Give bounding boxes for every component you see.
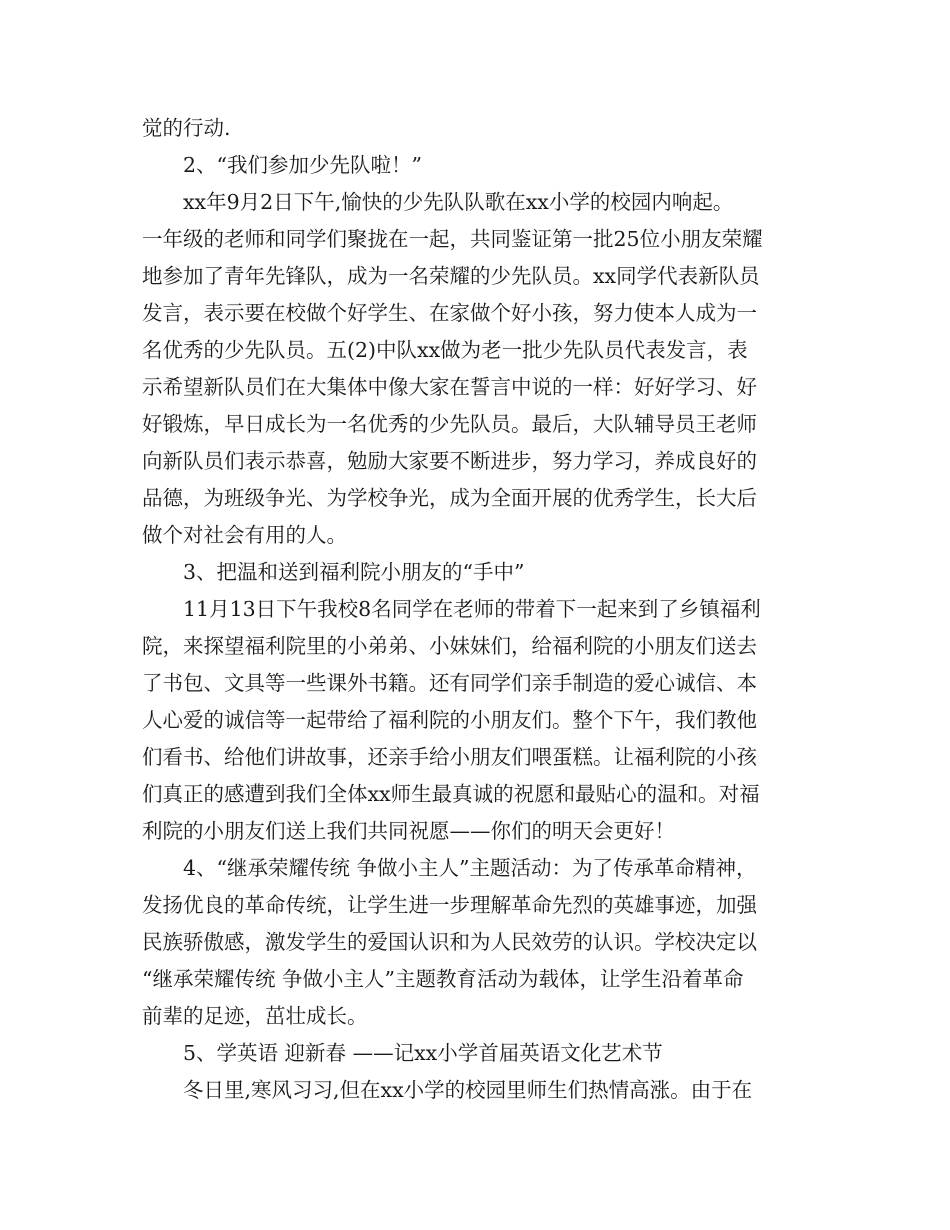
text-line: 民族骄傲感，激发学生的爱国认识和为人民效劳的认识。学校决定以: [142, 930, 757, 954]
text-line: 好锻炼，早日成长为一名优秀的少先队员。最后，大队辅导员王老师: [142, 412, 757, 436]
text-line: 觉的行动.: [142, 116, 231, 140]
paragraph-start: 11月13日下午我校8名同学在老师的带着下一起来到了乡镇福利: [183, 597, 761, 621]
text-line: 院，来探望福利院里的小弟弟、小妹妹们，给福利院的小朋友们送去: [142, 634, 757, 658]
section-heading: 3、把温和送到福利院小朋友的“手中”: [183, 560, 525, 584]
section-heading: 2、“我们参加少先队啦！”: [183, 153, 423, 177]
text-line: 了书包、文具等一些课外书籍。还有同学们亲手制造的爱心诚信、本: [142, 671, 757, 695]
text-line: 发扬优良的革命传统，让学生进一步理解革命先烈的英雄事迹，加强: [142, 893, 757, 917]
text-line: 名优秀的少先队员。五(2)中队xx做为老一批少先队员代表发言，表: [142, 338, 748, 362]
text-line: 们真正的感遭到我们全体xx师生最真诚的祝愿和最贴心的温和。对福: [142, 782, 760, 806]
paragraph-start: 冬日里,寒风习习,但在xx小学的校园里师生们热情高涨。由于在: [183, 1078, 753, 1102]
text-line: 地参加了青年先锋队，成为一名荣耀的少先队员。xx同学代表新队员: [142, 264, 760, 288]
section-heading: 5、学英语 迎新春 ——记xx小学首届英语文化艺术节: [183, 1041, 663, 1065]
text-line: 示希望新队员们在大集体中像大家在誓言中说的一样：好好学习、好: [142, 375, 757, 399]
section-heading: 4、“继承荣耀传统 争做小主人”主题活动：为了传承革命精神，: [183, 856, 757, 880]
text-line: 做个对社会有用的人。: [142, 523, 347, 547]
text-line: 品德，为班级争光、为学校争光，成为全面开展的优秀学生，长大后: [142, 486, 757, 510]
paragraph-start: xx年9月2日下午,愉快的少先队队歌在xx小学的校园内响起。: [183, 190, 734, 214]
text-line: 利院的小朋友们送上我们共同祝愿——你们的明天会更好！: [142, 819, 675, 843]
text-line: 们看书、给他们讲故事，还亲手给小朋友们喂蛋糕。让福利院的小孩: [142, 745, 757, 769]
text-line: 发言，表示要在校做个好学生、在家做个好小孩，努力使本人成为一: [142, 301, 757, 325]
text-line: “继承荣耀传统 争做小主人”主题教育活动为载体，让学生沿着革命: [142, 967, 744, 991]
text-line: 人心爱的诚信等一起带给了福利院的小朋友们。整个下午，我们教他: [142, 708, 757, 732]
text-line: 向新队员们表示恭喜，勉励大家要不断进步，努力学习，养成良好的: [142, 449, 757, 473]
text-line: 一年级的老师和同学们聚拢在一起，共同鉴证第一批25位小朋友荣耀: [142, 227, 763, 251]
text-line: 前辈的足迹，茁壮成长。: [142, 1004, 368, 1028]
